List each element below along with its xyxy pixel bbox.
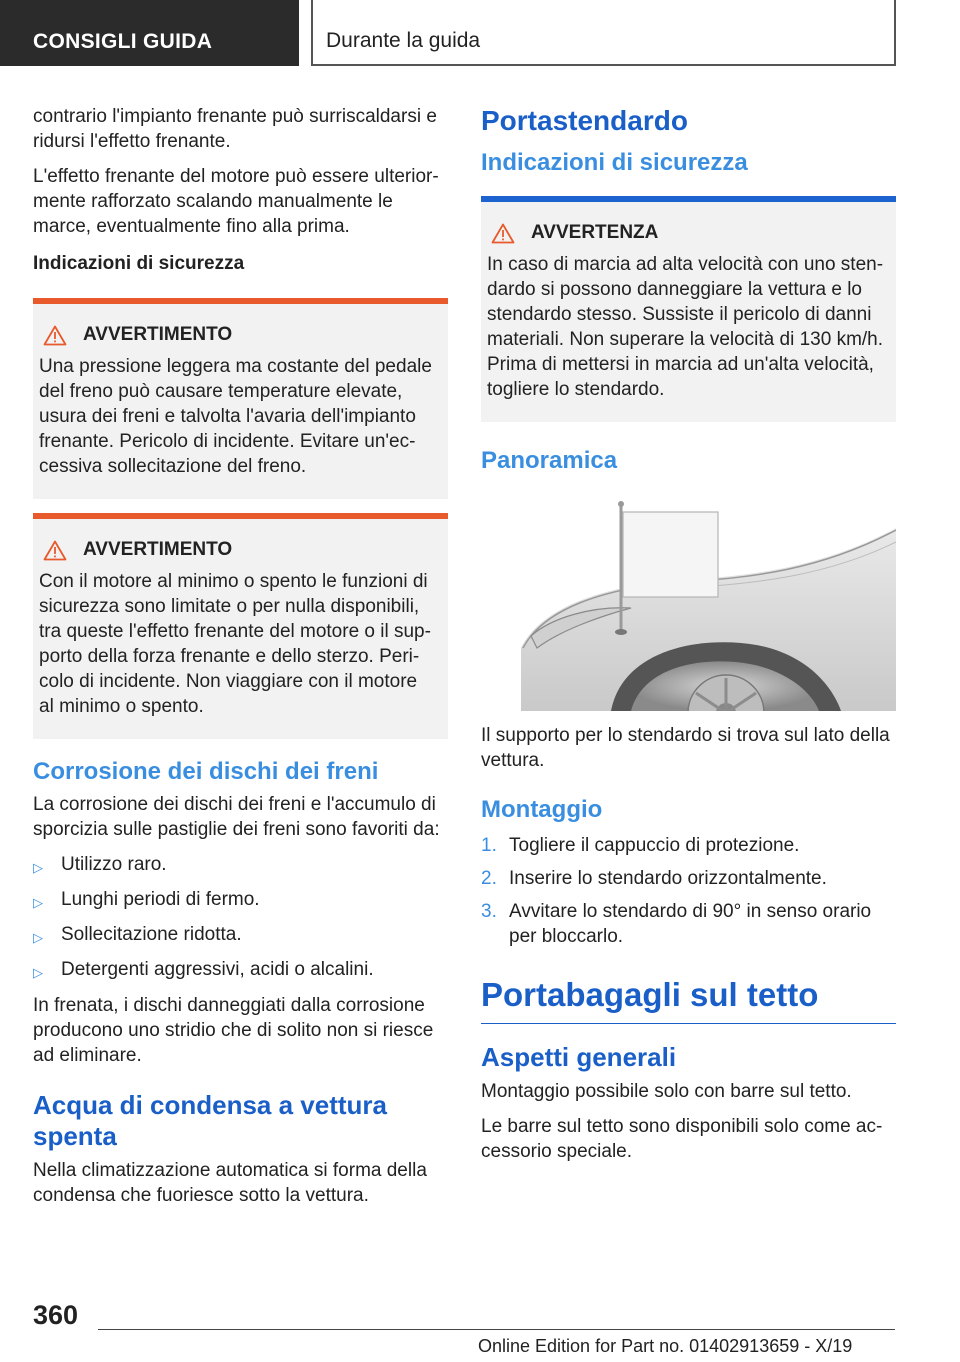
general-heading: Aspetti generali (481, 1042, 677, 1072)
list-item: ▷ Sollecitazione ridotta. (33, 922, 448, 950)
list-item: ▷ Detergenti aggressivi, acidi o alcalini. (33, 957, 448, 985)
warning-box-1 (33, 298, 448, 499)
footer-divider (98, 1329, 895, 1330)
list-item: ▷ Lunghi periodi di fermo. (33, 887, 448, 915)
list-item: 2. Inserire lo stendardo orizzontalmente. (481, 868, 827, 889)
right-column (481, 104, 896, 1174)
page-number: 360 (33, 1300, 79, 1330)
mounting-steps (481, 833, 896, 949)
caution-box (481, 196, 896, 422)
condensation-heading: Acqua di condensa a vettura spenta (33, 1090, 387, 1151)
triangle-bullet-icon: ▷ (33, 930, 43, 945)
roof-rack-heading: Portabagagli sul tetto (481, 975, 896, 1024)
mounting-heading: Montaggio (481, 796, 603, 823)
triangle-bullet-icon: ▷ (33, 965, 43, 980)
figure-caption: Il supporto per lo stendardo si trova sul lato della vettura. (481, 725, 890, 771)
flag-holder-figure (481, 498, 896, 711)
warning-title-2: AVVERTIMENTO (83, 539, 233, 560)
general-line-2: Le barre sul tetto sono disponibili solo come ac-cessorio speciale. (481, 1116, 883, 1162)
section-tab: CONSIGLI GUIDA (0, 0, 299, 66)
edition-text: Online Edition for Part no. 01402913659 - X/19 (478, 1336, 853, 1356)
flag-holder-heading: Portastendardo (481, 105, 688, 136)
triangle-bullet-icon: ▷ (33, 860, 43, 875)
list-item: 1. Togliere il cappuccio di protezione. (481, 835, 800, 856)
caution-text: In caso di marcia ad alta velocità con uno sten-dardo si possono danneggiare la vettura e lo stendardo stesso. Sussiste il pericolo di danni materiali. Non superare la velocità di 130 km/h. Prima di mettersi in marcia ad un'alta velocità, togliere lo stendardo. (487, 254, 884, 400)
caution-triangle-icon (491, 223, 515, 244)
warning-triangle-icon (43, 325, 67, 346)
warning-title-1: AVVERTIMENTO (83, 324, 233, 345)
corrosion-outro: In frenata, i dischi danneggiati dalla corrosione producono uno stridio che di solito non si riesce ad eliminare. (33, 995, 434, 1066)
chapter-tab: Durante la guida (311, 0, 896, 66)
corrosion-list (33, 852, 448, 985)
condensation-text: Nella climatizzazione automatica si forma della condensa che fuoriesce sotto la vettura. (33, 1160, 427, 1206)
corrosion-heading: Corrosione dei dischi dei freni (33, 758, 379, 785)
list-item: ▷ Utilizzo raro. (33, 852, 448, 880)
intro-paragraph-1: contrario l'impianto frenante può surriscaldarsi e ridursi l'effetto frenante. (33, 106, 437, 152)
overview-heading: Panoramica (481, 447, 618, 474)
right-safety-heading: Indicazioni di sicurezza (481, 149, 748, 176)
list-item: 3. Avvitare lo stendardo di 90° in senso orario per bloccarlo. (481, 901, 872, 947)
car-fender-illustration (481, 498, 896, 711)
triangle-bullet-icon: ▷ (33, 895, 43, 910)
warning-text-1: Una pressione leggera ma costante del pedale del freno può causare temperature elevate, usura dei freni e talvolta l'avaria dell'impianto frenante. Pericolo di incidente. Evitare un'ec-cessiva sollecitazione del freno. (39, 356, 432, 477)
intro-paragraph-2: L'effetto frenante del motore può essere ulterior-mente rafforzato scalando manualmente le marce, eventualmente fino alla prima. (33, 166, 439, 237)
general-line-1: Montaggio possibile solo con barre sul tetto. (481, 1081, 852, 1102)
corrosion-intro: La corrosione dei dischi dei freni e l'accumulo di sporcizia sulle pastiglie dei freni sono favoriti da: (33, 794, 440, 840)
caution-title: AVVERTENZA (531, 222, 659, 243)
safety-subheading: Indicazioni di sicurezza (33, 253, 245, 274)
warning-box-2 (33, 513, 448, 739)
warning-text-2: Con il motore al minimo o spento le funzioni di sicurezza sono limitate o per nulla disponibili, tra queste l'effetto frenante del motore o il sup-porto della forza frenante e dello sterzo. Peri-colo di incidente. Non viaggiare con il motore al minimo o spento. (39, 571, 431, 717)
warning-triangle-icon (43, 540, 67, 561)
left-column (33, 104, 448, 1218)
